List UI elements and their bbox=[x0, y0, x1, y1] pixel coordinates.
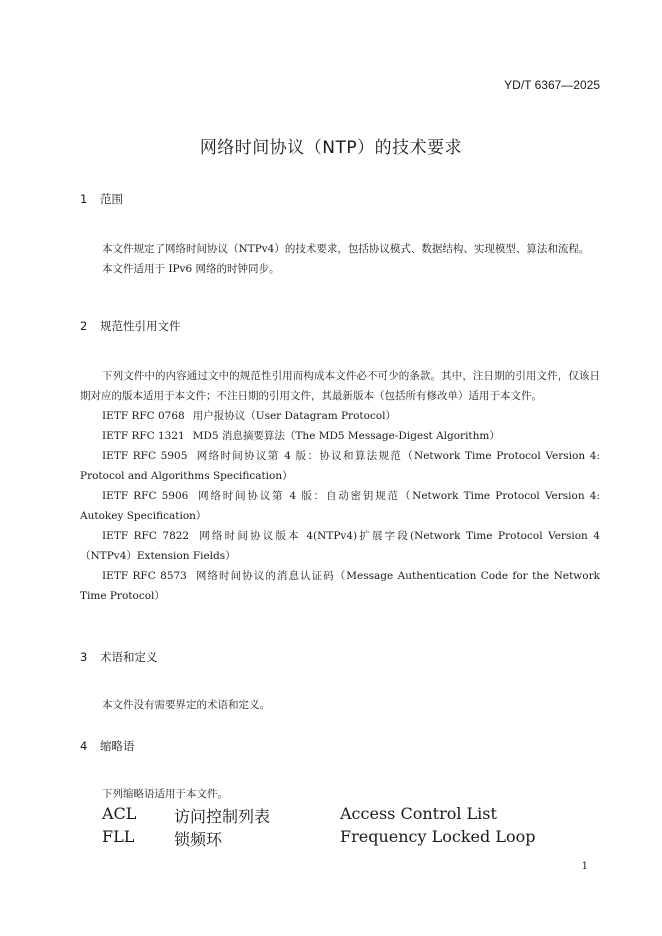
reference-item bbox=[80, 446, 600, 486]
document-id: YD/T 6367—2025 bbox=[504, 78, 600, 92]
section-heading bbox=[80, 191, 600, 207]
section-scope bbox=[80, 191, 600, 279]
section-number: 2 bbox=[80, 319, 88, 333]
section-title: 缩略语 bbox=[100, 739, 135, 753]
paragraph: 本文件没有需要界定的术语和定义。 bbox=[102, 699, 270, 711]
abbreviation-row bbox=[80, 804, 600, 827]
reference-code: IETF RFC 1321 bbox=[102, 430, 185, 442]
section-abbreviations bbox=[80, 738, 600, 850]
reference-item bbox=[80, 526, 600, 566]
section-heading bbox=[80, 738, 600, 754]
section-heading bbox=[80, 649, 600, 665]
reference-title: 用户报协议（User Datagram Protocol） bbox=[192, 410, 397, 422]
section-title: 规范性引用文件 bbox=[100, 319, 181, 333]
reference-title: 网络时间协议第 4 版：协议和算法规范（Network Time Protocol Version 4: Protocol and Algorithms Specification） bbox=[80, 450, 600, 482]
page-number: 1 bbox=[581, 861, 588, 872]
abbreviation-english: Frequency Locked Loop bbox=[340, 827, 536, 846]
reference-title: MD5 消息摘要算法（The MD5 Message-Digest Algorithm） bbox=[192, 430, 500, 442]
paragraph: 本文件适用于 IPv6 网络的时钟同步。 bbox=[102, 263, 280, 275]
reference-code: IETF RFC 5906 bbox=[102, 490, 189, 502]
section-number: 1 bbox=[80, 192, 88, 206]
abbreviation-chinese: 锁频环 bbox=[174, 830, 223, 849]
paragraph: 下列文件中的内容通过文中的规范性引用而构成本文件必不可少的条款。其中，注日期的引用文件，仅该日期对应的版本适用于本文件；不注日期的引用文件，其最新版本（包括所有修改单）适用于本文件。 bbox=[80, 370, 600, 402]
abbreviation-english: Access Control List bbox=[340, 804, 497, 823]
abbreviation-row bbox=[80, 827, 600, 850]
section-title: 范围 bbox=[100, 192, 123, 206]
reference-title: 网络时间协议版本 4(NTPv4)扩展字段(Network Time Protocol Version 4（NTPv4）Extension Fields） bbox=[80, 530, 600, 562]
reference-item bbox=[80, 406, 600, 426]
section-title: 术语和定义 bbox=[100, 650, 158, 664]
reference-code: IETF RFC 5905 bbox=[102, 450, 188, 462]
reference-code: IETF RFC 8573 bbox=[102, 570, 187, 582]
paragraph: 下列缩略语适用于本文件。 bbox=[102, 788, 228, 800]
document-title: 网络时间协议（NTP）的技术要求 bbox=[199, 138, 463, 158]
reference-title: 网络时间协议第 4 版：自动密钥规范（Network Time Protocol Version 4: Autokey Specification） bbox=[80, 490, 600, 522]
reference-item bbox=[80, 426, 600, 446]
section-terms-definitions bbox=[80, 649, 600, 715]
section-heading bbox=[80, 318, 600, 334]
section-number: 3 bbox=[80, 650, 88, 664]
reference-title: 网络时间协议的消息认证码（Message Authentication Code for the Network Time Protocol） bbox=[80, 570, 600, 602]
reference-item bbox=[80, 486, 600, 526]
reference-code: IETF RFC 0768 bbox=[102, 410, 185, 422]
abbreviation: FLL bbox=[102, 827, 135, 846]
abbreviation-chinese: 访问控制列表 bbox=[174, 807, 271, 826]
reference-code: IETF RFC 7822 bbox=[102, 530, 190, 542]
reference-item bbox=[80, 566, 600, 606]
section-number: 4 bbox=[80, 739, 88, 753]
section-normative-references bbox=[80, 318, 600, 606]
abbreviation: ACL bbox=[102, 804, 137, 823]
paragraph: 本文件规定了网络时间协议（NTPv4）的技术要求，包括协议模式、数据结构、实现模型、算法和流程。 bbox=[102, 243, 590, 255]
